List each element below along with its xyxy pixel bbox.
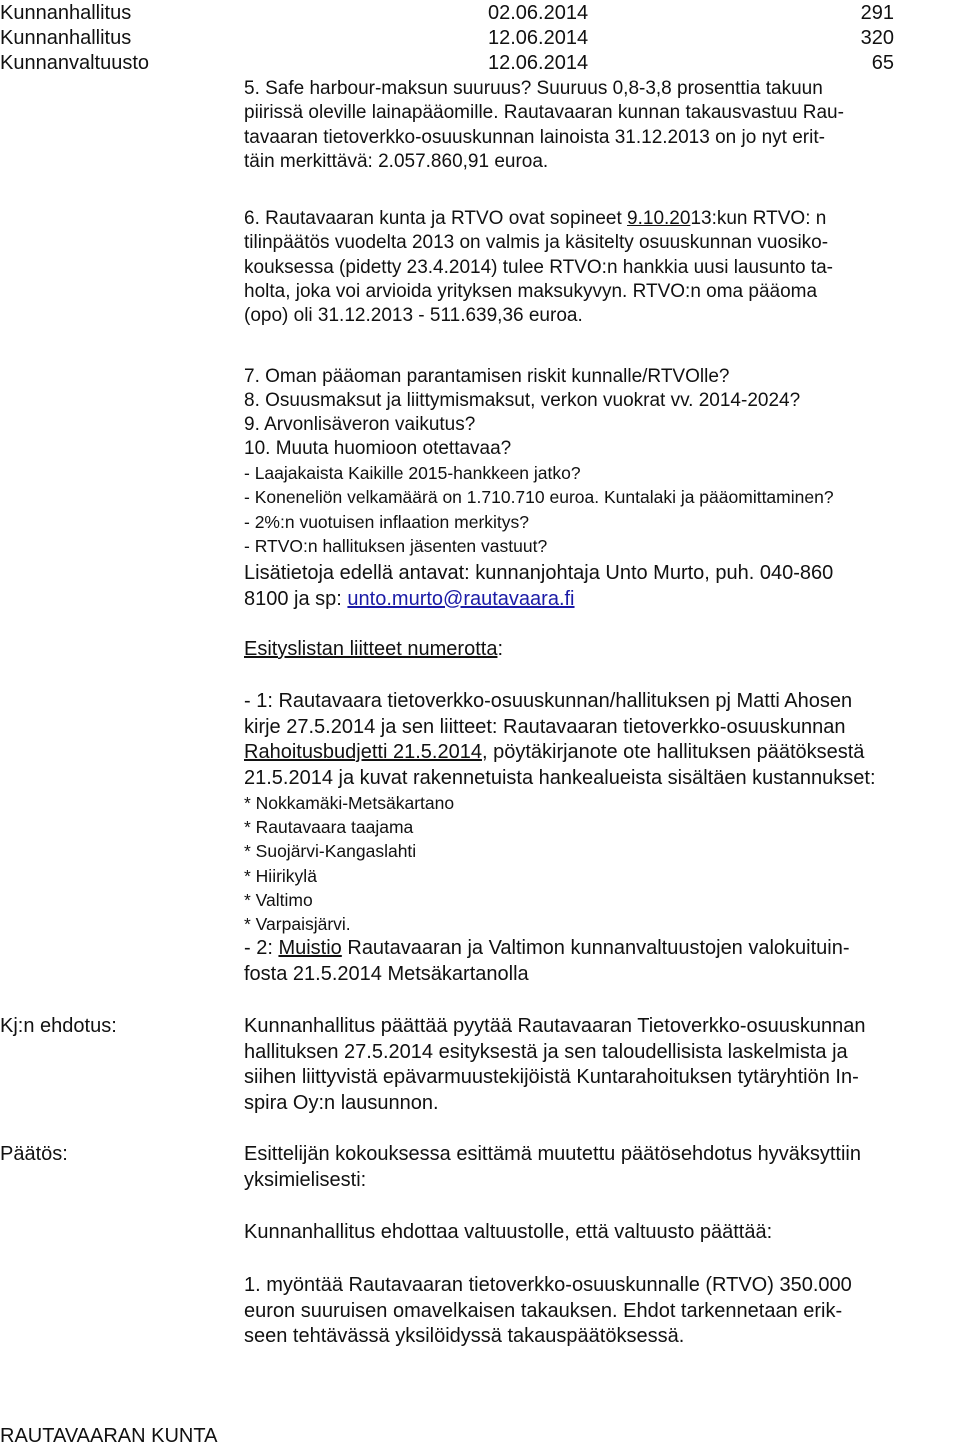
dash-list	[244, 461, 834, 558]
contact-text: 8100 ja sp:	[244, 587, 348, 610]
item-6-line: kouksessa (pidetty 23.4.2014) tulee RTVO:n hankkia uusi lausunto ta-	[244, 256, 833, 278]
header-num-1: 291	[860, 2, 894, 24]
proposal-line: spira Oy:n lausunnon.	[244, 1091, 439, 1114]
email-link[interactable]: unto.murto@rautavaara.fi	[347, 587, 575, 610]
attachment-1-text: , pöytäkirjanote ote hallituksen päätöksestä	[481, 741, 865, 764]
decision-line: Esittelijän kokouksessa esittämä muutettu päätösehdotus hyväksyttiin	[244, 1143, 861, 1165]
item-5-line: täin merkittävä: 2.057.860,91 euroa.	[244, 150, 549, 172]
header-num-3: 65	[871, 52, 894, 74]
contact-line: Lisätietoja edellä antavat: kunnanjohtaja Unto Murto, puh. 040-860	[244, 562, 834, 584]
area-list	[244, 791, 454, 936]
budget-link[interactable]: Rahoitusbudjetti 21.5.2014	[244, 741, 482, 764]
decision-point-line: euron suuruisen omavelkaisen takauksen. Ehdot tarkennetaan erik-	[244, 1299, 843, 1322]
memo-link[interactable]: Muistio	[278, 937, 342, 959]
attachment-2	[244, 936, 956, 987]
dash-item: - Koneneliön velkamäärä on 1.710.710 euroa. Kuntalaki ja pääomittaminen?	[244, 487, 834, 508]
item-5	[244, 77, 954, 174]
item-6-line	[244, 207, 954, 231]
decision-text	[244, 1142, 956, 1193]
proposal-label: Kj:n ehdotus:	[0, 1015, 117, 1037]
decision-line: yksimielisesti:	[244, 1168, 367, 1191]
attachment-2-line	[244, 936, 956, 962]
proposal-line: hallituksen 27.5.2014 esityksestä ja sen taloudellisista laskelmista ja	[244, 1040, 848, 1063]
attachment-2-text: - 2:	[244, 937, 279, 959]
item-6-line: holta, joka voi arvioida yrityksen maksukyvyn. RTVO:n oma pääoma	[244, 280, 818, 302]
proposal-line: siihen liittyvistä epävarmuustekijöistä Kuntarahoituksen tytäryhtiön In-	[244, 1066, 859, 1089]
attachment-1-line	[244, 740, 956, 766]
area-item: * Suojärvi-Kangaslahti	[244, 841, 417, 862]
attachments-heading-colon: :	[497, 638, 503, 660]
item-7: 7. Oman pääoman parantamisen riskit kunnalle/RTVOlle?	[244, 366, 730, 387]
area-item: * Hiirikylä	[244, 865, 317, 886]
dash-item: - Laajakaista Kaikille 2015-hankkeen jatko?	[244, 463, 581, 483]
item-5-line: tavaaran tietoverkko-osuuskunnan lainoista 31.12.2013 on jo nyt erit-	[244, 126, 825, 148]
contact-line	[244, 587, 956, 613]
dash-item: - 2%:n vuotuisen inflaation merkitys?	[244, 511, 529, 532]
area-item: * Valtimo	[244, 889, 313, 910]
footer-municipality: RAUTAVAARAN KUNTA	[0, 1425, 218, 1447]
decision-point-1	[244, 1273, 956, 1350]
item-6-date-underlined: 9.10.20	[627, 208, 691, 229]
attachment-1-line: 21.5.2014 ja kuvat rakennetuista hankealueista sisältäen kustannukset:	[244, 766, 876, 789]
contact-info	[244, 561, 956, 612]
area-item: * Rautavaara taajama	[244, 817, 414, 838]
attachments-heading	[244, 637, 503, 663]
attachments-heading-text: Esityslistan liitteet numerotta	[244, 638, 498, 660]
item-6-line: tilinpäätös vuodelta 2013 on valmis ja käsitelty osuuskunnan vuosiko-	[244, 232, 829, 254]
item-8: 8. Osuusmaksut ja liittymismaksut, verkon vuokrat vv. 2014-2024?	[244, 390, 801, 411]
attachment-2-line: fosta 21.5.2014 Metsäkartanolla	[244, 962, 529, 985]
header-date-3: 12.06.2014	[488, 52, 589, 74]
header-body-3: Kunnanvaltuusto	[0, 52, 150, 74]
item-6-line: (opo) oli 31.12.2013 - 511.639,36 euroa.	[244, 305, 583, 327]
decision-label: Päätös:	[0, 1143, 68, 1165]
item-9: 9. Arvonlisäveron vaikutus?	[244, 414, 476, 435]
item-6-text: 6. Rautavaaran kunta ja RTVO ovat sopineet	[244, 208, 628, 229]
board-proposes: Kunnanhallitus ehdottaa valtuustolle, että valtuusto päättää:	[244, 1221, 773, 1243]
attachment-1-line: - 1: Rautavaara tietoverkko-osuuskunnan/hallituksen pj Matti Ahosen	[244, 690, 853, 712]
area-item: * Nokkamäki-Metsäkartano	[244, 793, 455, 813]
header-body-1: Kunnanhallitus	[0, 2, 132, 24]
attachment-1-line: kirje 27.5.2014 ja sen liitteet: Rautavaaran tietoverkko-osuuskunnan	[244, 715, 846, 738]
item-6-text: 13:kun RTVO: n	[690, 208, 827, 229]
header-num-2: 320	[860, 27, 894, 49]
header-date-2: 12.06.2014	[488, 27, 589, 49]
item-6	[244, 207, 954, 328]
header-date-1: 02.06.2014	[488, 2, 589, 24]
item-5-line: piirissä oleville lainapääomille. Rautavaaran kunnan takausvastuu Rau-	[244, 102, 844, 124]
item-5-line: 5. Safe harbour-maksun suuruus? Suuruus 0,8-3,8 prosenttia takuun	[244, 78, 823, 99]
decision-point-line: 1. myöntää Rautavaaran tietoverkko-osuuskunnalle (RTVO) 350.000	[244, 1274, 852, 1296]
area-item: * Varpaisjärvi.	[244, 914, 351, 935]
proposal-text	[244, 1014, 956, 1116]
proposal-line: Kunnanhallitus päättää pyytää Rautavaaran Tietoverkko-osuuskunnan	[244, 1015, 866, 1037]
attachment-2-text: Rautavaaran ja Valtimon kunnanvaltuustojen valokuituin-	[341, 937, 850, 959]
item-10: 10. Muuta huomioon otettavaa?	[244, 438, 512, 459]
decision-point-line: seen tehtävässä yksilöidyssä takauspäätöksessä.	[244, 1325, 685, 1348]
dash-item: - RTVO:n hallituksen jäsenten vastuut?	[244, 535, 548, 556]
header-body-2: Kunnanhallitus	[0, 27, 132, 49]
attachment-1	[244, 689, 956, 791]
